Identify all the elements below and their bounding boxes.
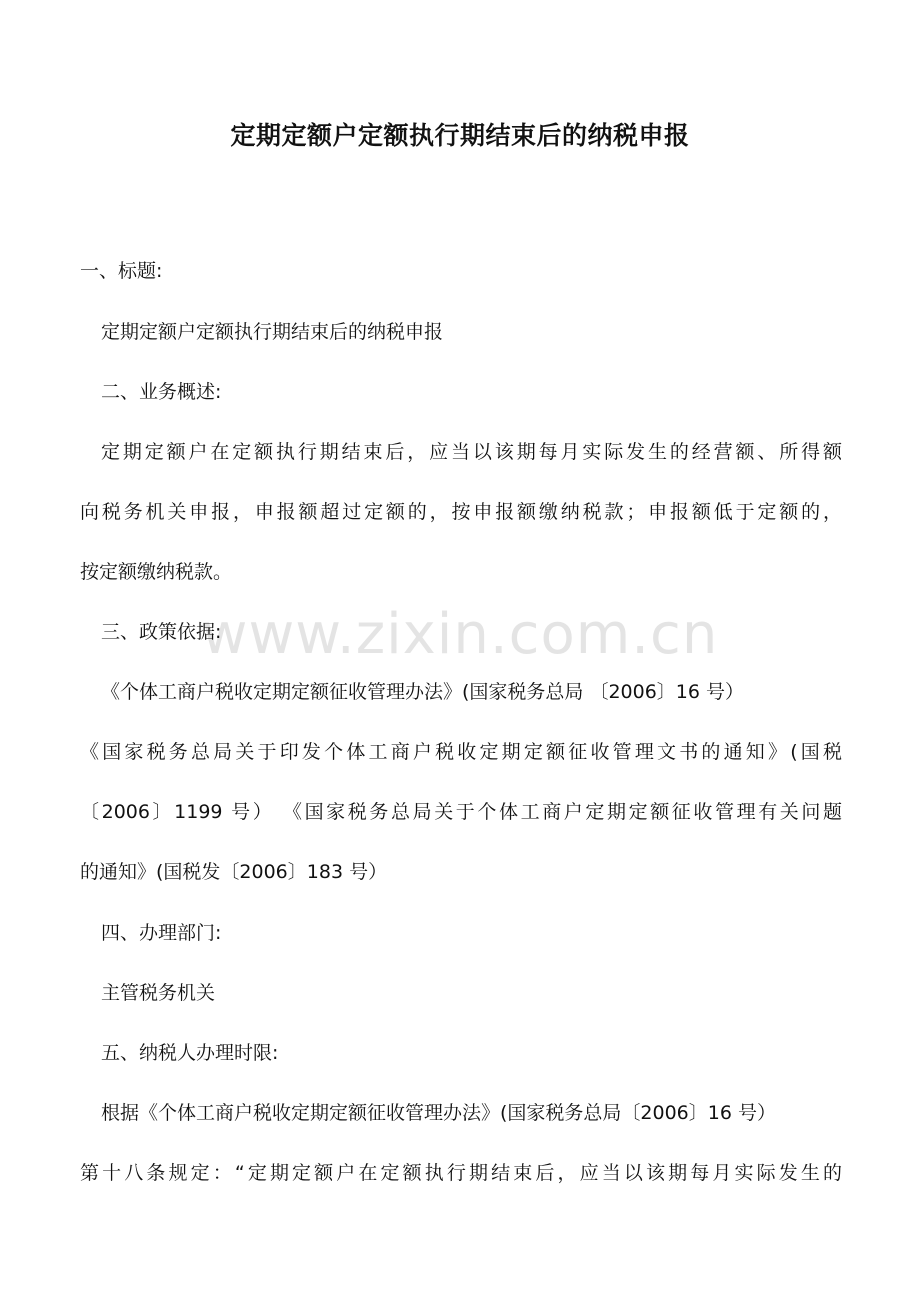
paragraph-line: 《国家税务总局关于印发个体工商户税收定期定额征收管理文书的通知》(国税: [80, 741, 842, 763]
section-heading-3: 三、政策依据:: [101, 621, 222, 643]
paragraph-line: 的通知》(国税发〔2006〕183 号）: [80, 861, 388, 883]
paragraph-line: 〔2006〕1199 号） 《国家税务总局关于个体工商户定期定额征收管理有关问题: [80, 801, 842, 823]
paragraph-line: 定期定额户在定额执行期结束后，应当以该期每月实际发生的经营额、所得额: [101, 441, 842, 463]
section-heading-5: 五、纳税人办理时限:: [101, 1042, 279, 1064]
section-heading-1: 一、标题:: [80, 260, 163, 282]
paragraph-line: 向税务机关申报，申报额超过定额的，按申报额缴纳税款；申报额低于定额的，: [80, 501, 842, 523]
paragraph-line: 第十八条规定：“定期定额户在定额执行期结束后，应当以该期每月实际发生的: [80, 1162, 842, 1184]
paragraph-line: 按定额缴纳税款。: [80, 561, 233, 583]
watermark: www.zixin.com.cn: [201, 602, 719, 667]
document-title: 定期定额户定额执行期结束后的纳税申报: [230, 121, 690, 150]
section-heading-4: 四、办理部门:: [101, 922, 222, 944]
paragraph-line: 《个体工商户税收定期定额征收管理办法》(国家税务总局 〔2006〕16 号）: [101, 681, 745, 703]
paragraph-line: 根据《个体工商户税收定期定额征收管理办法》(国家税务总局〔2006〕16 号）: [101, 1102, 776, 1124]
section-heading-2: 二、业务概述:: [101, 381, 222, 403]
paragraph-line: 定期定额户定额执行期结束后的纳税申报: [101, 321, 444, 343]
paragraph-line: 主管税务机关: [101, 982, 216, 1004]
